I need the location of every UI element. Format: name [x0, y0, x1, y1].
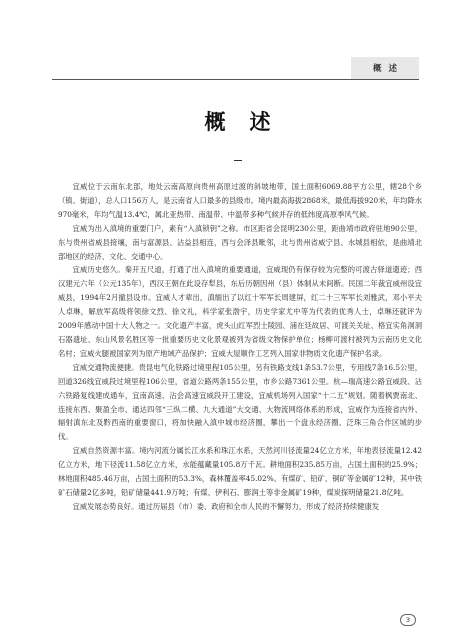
paragraph-development: 宜威发展态势良好。通过历届县（市）委、政府和全市人民的不懈努力，形成了经济持续健康发 — [72, 501, 380, 511]
body-text — [58, 180, 422, 514]
running-header — [52, 55, 419, 80]
paragraph-resources: 宜威自然资源丰富。境内河流分属长江水系和珠江水系，天然河川径流量24亿立方米，年地表径流量12.42亿立方米，地下径流11.58亿立方米，水能蕴藏量105.8万千瓦。耕地面积235.85万亩，占国土面积的25.9%；林地面积485.46万亩，占国土面积的53.3%，森林覆盖率45.02%。有煤矿、铅矿、铜矿等金属矿12种，其中铁矿石储量2亿多吨，铅矿储量441.9万吨；有煤、伊利石、膨润土等非金属矿19种，煤炭探明储量21.8亿吨。 — [58, 446, 422, 497]
paragraph-history: 宜威历史悠久。秦开五尺道，打通了出入滇境的重要通道，宜威现仍有保存较为完整的可渡古驿道遗迹；西汉建元六年（公元135年），西汉王朝在此设存犁县，东后历朝因州（县）体制从未间断。民国二年裁宜威州设宜威县，1994年2月撤县设市。宜威人才辈出，滇缅出了以红十军军长周建屏，红二十三军军长刘雅武，邓小平夫人卓琳，解放军高级将领徐文烈、徐文礼，科学家张渤宇，历史学家尤中等为代表的优秀人士，卓琳还就评为2009年感动中国十大人物之一。文化遗产丰富，虎头山红军烈士陵园、浦在廷故居、可渡关关址、格宜实角洞洞石器遗址、东山风景名胜区等一批重要历史文化景观被列为省级文物保护单位；杨柳可渡村被列为云南历史文化名村；宜威火腿被国家列为原产地域产品保护；宜威大屋顺作工艺列入国家非物质文化遗产保护名录。 — [58, 265, 422, 358]
paragraph-transport: 宜威交通物流便捷。贵昆电气化铁路过境里程105公里，另有铁路支线1条53.7公里，专用线7条16.5公里，回道326线宜威段过境里程106公里，省道公路两条155公里，市乡公路7361公里。杭—瑞高速公路宜威段、沾六铁路复线建成通车，宜南高速、沾会高速宜威段开工建设，宜威机场列入国家“十二五”规划。随着枫贾南北、连接东西、聚盈全市、通达四邻“三纵二横、九大通道”大交通、大物流网络体系的形成，宜威作为连接省内外、辐射滇东北及黔西南的重要窗口，将加快融入滇中城市经济圈，攀出一个盘永经济圈、泛珠三角合作区城的步伐。 — [58, 362, 422, 442]
header-section-label: 概述 — [372, 64, 404, 74]
paragraph-climate: 宜威位于云南东北部，地处云南高原向贵州高原过渡的斜坡地带，国土面积6069.88平方公里，辖28个乡（镇、街道），总人口156万人，是云南省人口最多的县级市。境内最高海拔2868米，最低海拔920米，年均降水970毫米，年均气温13.4℃，属北亚热带、南温带、中温带多种气候并存的低纬度高原季风气候。 — [58, 182, 422, 219]
chapter-title: 概述 — [204, 109, 295, 134]
header-section-tab — [351, 57, 419, 79]
paragraph-location: 宜威为出入滇境的重要门户，素有“入滇锁钥”之称。市区距省会昆明230公里，距曲靖市政府驻地90公里，东与贵州省威县接壤，南与富源县、沾益县相连，西与会泽县毗邻，北与贵州省威宁县、水城县相依，是曲靖北部地区的经济、文化、交通中心。 — [58, 223, 422, 261]
page-number: 3 — [400, 614, 416, 626]
title-rule — [234, 160, 242, 161]
